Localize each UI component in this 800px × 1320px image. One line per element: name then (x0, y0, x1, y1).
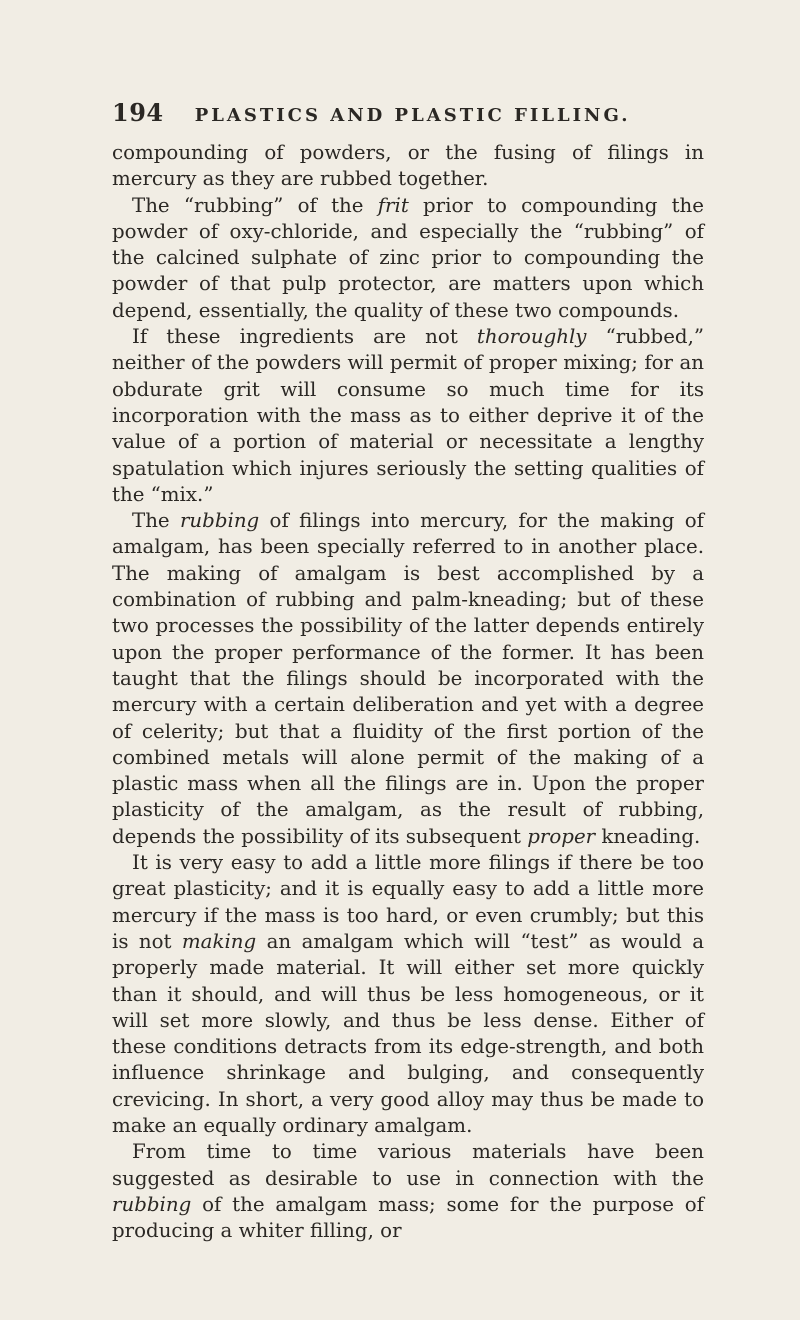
page-number: 194 (112, 98, 164, 127)
paragraph-4: The rubbing of filings into mercury, for the making of amalgam, has been specially referred to in another place. The making of amalgam is best accomplished by a combination of rubbing and palm-kneading; but of these two processes the possibility of the latter depends entirely upon the proper performance of the former. It has been taught that the filings should be incorporated with the mercury with a certain deliberation and yet with a degree of celerity; but that a fluidity of the first portion of the combined metals will alone permit of the making of a plastic mass when all the filings are in. Upon the proper plasticity of the amalgam, as the result of rubbing, depends the possibility of its subsequent proper kneading. (112, 509, 704, 848)
page-header (112, 98, 712, 138)
body-text (112, 140, 704, 1244)
paragraph-2: The “rubbing” of the frit prior to compounding the powder of oxy-chloride, and especially the “rubbing” of the calcined sulphate of zinc prior to compounding the powder of that pulp protector, are matters upon which depend, essentially, the quality of these two compounds. (112, 193, 704, 322)
paragraph-3: If these ingredients are not thoroughly “rubbed,” neither of the powders will permit of proper mixing; for an obdurate grit will consume so much time for its incorporation with the mass as to either deprive it of the value of a portion of material or necessitate a lengthy spatulation which injures seriously the setting qualities of the “mix.” (112, 325, 704, 506)
paragraph-1: compounding of powders, or the fusing of filings in mercury as they are rubbed together. (112, 141, 704, 191)
paragraph-6: From time to time various materials have been suggested as desirable to use in connection with the rubbing of the amalgam mass; some for the purpose of producing a whiter filling, or (112, 1140, 704, 1243)
running-head: PLASTICS AND PLASTIC FILLING. (194, 105, 631, 126)
paragraph-5: It is very easy to add a little more filings if there be too great plasticity; and it is equally easy to add a little more mercury if the mass is too hard, or even crumbly; but this is not making an amalgam which will “test” as would a properly made material. It will either set more quickly than it should, and will thus be less homogeneous, or it will set more slowly, and thus be less dense. Either of these conditions detracts from its edge-strength, and both influence shrinkage and bulging, and consequently crevicing. In short, a very good alloy may thus be made to make an equally ordinary amalgam. (112, 851, 704, 1137)
